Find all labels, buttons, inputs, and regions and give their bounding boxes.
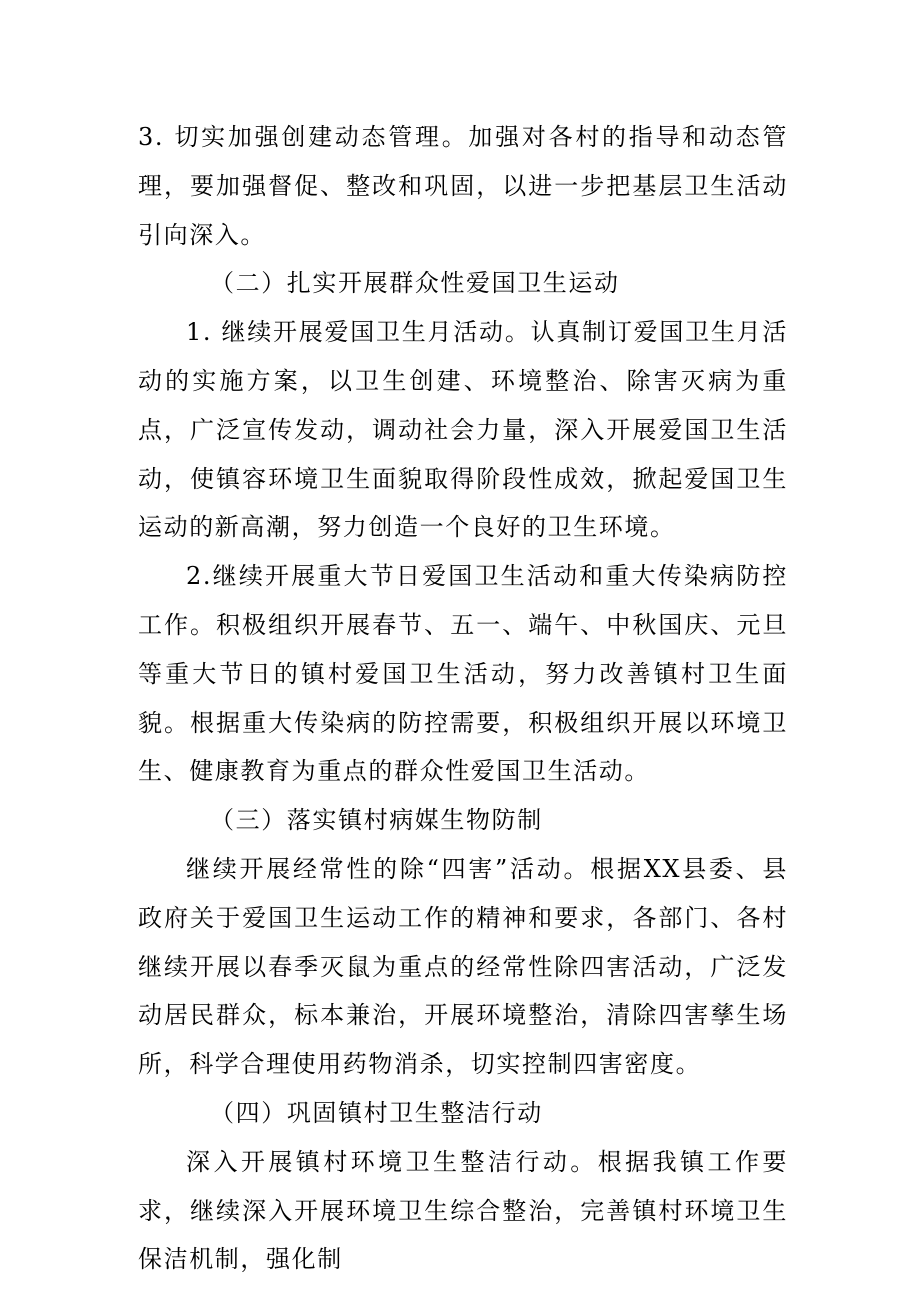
- paragraph-item-3: 3. 切实加强创建动态管理。加强对各村的指导和动态管理，要加强督促、整改和巩固，以进一步把基层卫生活动引向深入。: [138, 123, 788, 249]
- section-heading-2: （二）扎实开展群众性爱国卫生运动: [210, 269, 620, 298]
- document-body: [138, 113, 788, 1284]
- paragraph-pest-control: 继续开展经常性的除“四害”活动。根据XX县委、县政府关于爱国卫生运动工作的精神和要求，各部门、各村继续开展以春季灭鼠为重点的经常性除四害活动，广泛发动居民群众，标本兼治，开展环境整治，清除四害孳生场所，科学合理使用药物消杀，切实控制四害密度。: [138, 854, 788, 1079]
- paragraph-cleanliness-action: 深入开展镇村环境卫生整洁行动。根据我镇工作要求，继续深入开展环境卫生综合整治，完善镇村环境卫生保洁机制，强化制: [138, 1147, 788, 1274]
- paragraph-major-holidays-epidemic-control: 2.继续开展重大节日爱国卫生活动和重大传染病防控工作。积极组织开展春节、五一、端午、中秋国庆、元旦等重大节日的镇村爱国卫生活动，努力改善镇村卫生面貌。根据重大传染病的防控需要，积极组织开展以环境卫生、健康教育为重点的群众性爱国卫生活动。: [138, 562, 788, 786]
- paragraph-patriotic-health-month: 1. 继续开展爱国卫生月活动。认真制订爱国卫生月活动的实施方案，以卫生创建、环境整治、除害灭病为重点，广泛宣传发动，调动社会力量，深入开展爱国卫生活动，使镇容环境卫生面貌取得阶段性成效，掀起爱国卫生运动的新高潮，努力创造一个良好的卫生环境。: [138, 318, 788, 542]
- section-heading-3: （三）落实镇村病媒生物防制: [210, 806, 543, 835]
- section-heading-4: （四）巩固镇村卫生整洁行动: [210, 1098, 543, 1127]
